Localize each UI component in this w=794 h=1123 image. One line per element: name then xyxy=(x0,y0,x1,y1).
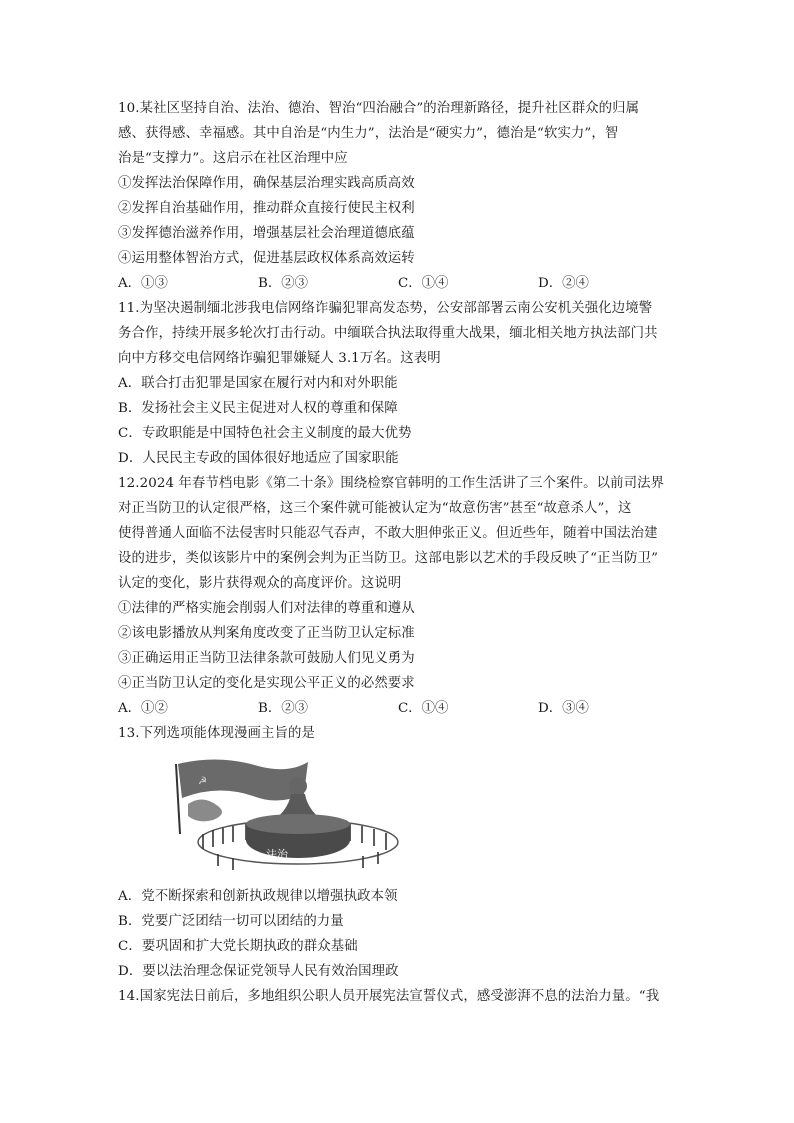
question-14 xyxy=(118,984,678,1009)
question-10 xyxy=(118,96,678,296)
question-stem-line: 10.某社区坚持自治、法治、德治、智治“四治融合”的治理新路径，提升社区群众的归属 xyxy=(118,101,640,116)
statement-3: ③发挥德治滋养作用，增强基层社会治理道德底蕴 xyxy=(118,226,415,241)
stamp-knob xyxy=(289,777,307,795)
statement-2: ②该电影播放从判案角度改变了正当防卫认定标准 xyxy=(118,626,415,641)
question-stem-line: 感、获得感、幸福感。其中自治是“内生力”，法治是“硬实力”，德治是“软实力”，智 xyxy=(118,126,619,141)
question-11 xyxy=(118,296,678,471)
cartoon-label: 法治 xyxy=(266,848,288,861)
question-stem-line: 11.为坚决遏制缅北涉我电信网络诈骗犯罪高发态势，公安部部署云南公安机关强化边境警 xyxy=(118,301,653,316)
question-12 xyxy=(118,471,678,721)
question-stem-line: 设的进步，类似该影片中的案例会判为正当防卫。这部电影以艺术的手段反映了“正当防卫” xyxy=(118,551,659,566)
rule-of-law-cartoon xyxy=(158,754,408,874)
option-a[interactable]: A．联合打击犯罪是国家在履行对内和对外职能 xyxy=(118,376,398,391)
statement-4: ④正当防卫认定的变化是实现公平正义的必然要求 xyxy=(118,676,415,691)
statement-3: ③正确运用正当防卫法律条款可鼓励人们见义勇为 xyxy=(118,651,415,666)
question-stem-line: 使得普通人面临不法侵害时只能忍气吞声，不敢大胆伸张正义。但近些年，随着中国法治建 xyxy=(118,526,658,541)
question-13 xyxy=(118,721,678,984)
question-stem-line: 治是“支撑力”。这启示在社区治理中应 xyxy=(118,151,348,166)
statement-1: ①法律的严格实施会削弱人们对法律的尊重和遵从 xyxy=(118,601,415,616)
exam-page xyxy=(118,96,678,1009)
option-b[interactable]: B．发扬社会主义民主促进对人权的尊重和保障 xyxy=(118,401,398,416)
option-c[interactable]: C．专政职能是中国特色社会主义制度的最大优势 xyxy=(118,426,412,441)
option-c[interactable]: C．①④ xyxy=(398,701,449,716)
answer-options xyxy=(118,271,678,296)
statement-2: ②发挥自治基础作用，推动群众直接行使民主权利 xyxy=(118,201,415,216)
question-stem-line: 务合作，持续开展多轮次打击行动。中缅联合执法取得重大战果，缅北相关地方执法部门共 xyxy=(118,326,658,341)
option-a[interactable]: A．党不断探索和创新执政规律以增强执政本领 xyxy=(118,889,398,904)
statement-4: ④运用整体智治方式，促进基层政权体系高效运转 xyxy=(118,251,415,266)
svg-text:☭: ☭ xyxy=(198,776,207,787)
option-d[interactable]: D．人民民主专政的国体很好地适应了国家职能 xyxy=(118,451,399,466)
option-d[interactable]: D．要以法治理念保证党领导人民有效治国理政 xyxy=(118,964,399,979)
option-b[interactable]: B．②③ xyxy=(258,276,309,291)
answer-options xyxy=(118,696,678,721)
question-stem-line: 向中方移交电信网络诈骗犯罪嫌疑人 3.1万名。这表明 xyxy=(118,351,441,366)
option-d[interactable]: D．②④ xyxy=(538,276,589,291)
option-a[interactable]: A．①③ xyxy=(118,276,168,291)
question-stem-line: 对正当防卫的认定很严格，这三个案件就可能被认定为“故意伤害”甚至“故意杀人”，这 xyxy=(118,501,632,516)
question-stem-line: 14.国家宪法日前后，多地组织公职人员开展宪法宣誓仪式，感受澎湃不息的法治力量。“我 xyxy=(118,989,660,1004)
option-b[interactable]: B．党要广泛团结一切可以团结的力量 xyxy=(118,914,344,929)
statement-1: ①发挥法治保障作用，确保基层治理实践高质高效 xyxy=(118,176,415,191)
option-a[interactable]: A．①② xyxy=(118,701,168,716)
option-c[interactable]: C．要巩固和扩大党长期执政的群众基础 xyxy=(118,939,358,954)
option-b[interactable]: B．②③ xyxy=(258,701,309,716)
question-stem-line: 13.下列选项能体现漫画主旨的是 xyxy=(118,726,315,741)
question-stem-line: 12.2024 年春节档电影《第二十条》围绕检察官韩明的工作生活讲了三个案件。以前司法界 xyxy=(118,476,665,491)
option-c[interactable]: C．①④ xyxy=(398,276,449,291)
question-stem-line: 认定的变化，影片获得观众的高度评价。这说明 xyxy=(118,576,402,591)
option-d[interactable]: D．③④ xyxy=(538,701,589,716)
